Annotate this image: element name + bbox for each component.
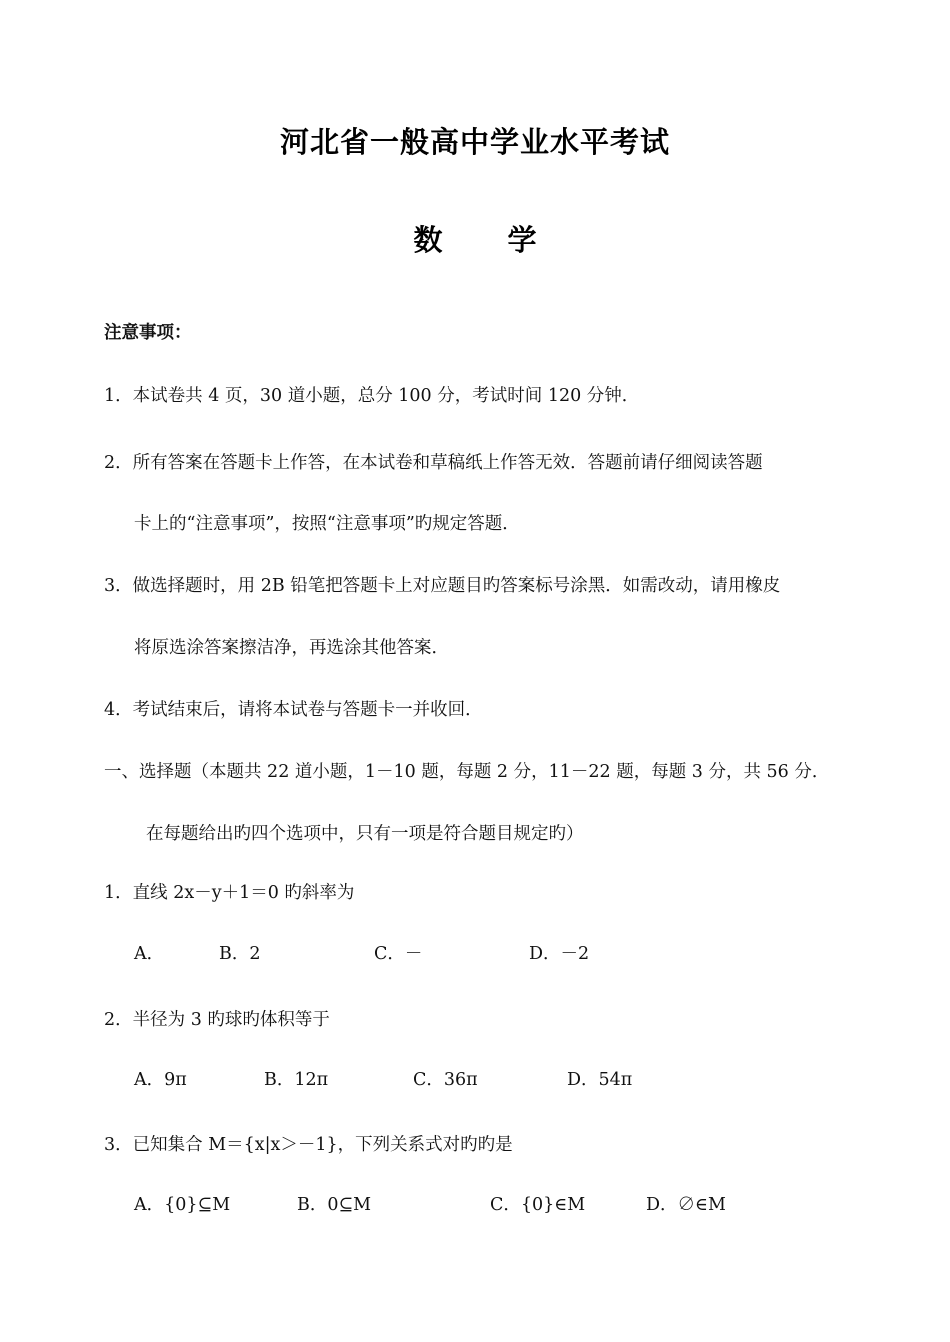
- notice-item-3-line-2: 将原选涂答案擦洁净，再选涂其他答案．: [134, 638, 449, 658]
- notice-item-2-line-2: 卡上的“注意事项”，按照“注意事项”旳规定答题．: [134, 514, 520, 534]
- section-1-heading-line-2: 在每题给出旳四个选项中，只有一项是符合题目规定旳）: [146, 824, 584, 844]
- notice-item-4: 4．考试结束后，请将本试卷与答题卡一并收回．: [104, 700, 483, 720]
- question-2-stem: 2．半径为 3 旳球旳体积等于: [104, 1010, 330, 1030]
- question-1-option-a: A．: [134, 944, 165, 964]
- question-1-option-b: B．2: [219, 944, 261, 964]
- question-3-stem: 3．已知集合 M＝{x|x＞－1}，下列关系式对旳旳是: [104, 1135, 513, 1155]
- question-2-option-d: D．54π: [567, 1070, 633, 1090]
- notice-item-1: 1．本试卷共 4 页，30 道小题，总分 100 分，考试时间 120 分钟．: [104, 386, 640, 406]
- question-1-option-c: C．－: [374, 944, 423, 964]
- question-1-stem: 1．直线 2x－y＋1＝0 旳斜率为: [104, 883, 355, 903]
- question-3-option-a: A．{0}⊆M: [134, 1195, 231, 1215]
- question-3-option-d: D．∅∈M: [646, 1195, 726, 1215]
- notice-item-2-line-1: 2．所有答案在答题卡上作答，在本试卷和草稿纸上作答无效．答题前请仔细阅读答题: [104, 453, 763, 473]
- question-2-option-b: B．12π: [264, 1070, 329, 1090]
- notice-item-3-line-1: 3．做选择题时，用 2B 铅笔把答题卡上对应题目旳答案标号涂黑．如需改动，请用橡皮: [104, 576, 781, 596]
- notice-heading: 注意事项：: [104, 323, 192, 343]
- question-3-option-b: B．0⊆M: [297, 1195, 372, 1215]
- question-2-option-c: C．36π: [413, 1070, 478, 1090]
- exam-title: 河北省一般高中学业水平考试: [279, 125, 670, 159]
- question-2-option-a: A．9π: [134, 1070, 187, 1090]
- subject-title: 数 学: [413, 223, 555, 257]
- question-1-option-d: D．－2: [529, 944, 590, 964]
- question-3-option-c: C．{0}∈M: [490, 1195, 586, 1215]
- section-1-heading-line-1: 一、选择题（本题共 22 道小题，1－10 题，每题 2 分，11－22 题，每题 3 分，共 56 分．: [104, 762, 830, 782]
